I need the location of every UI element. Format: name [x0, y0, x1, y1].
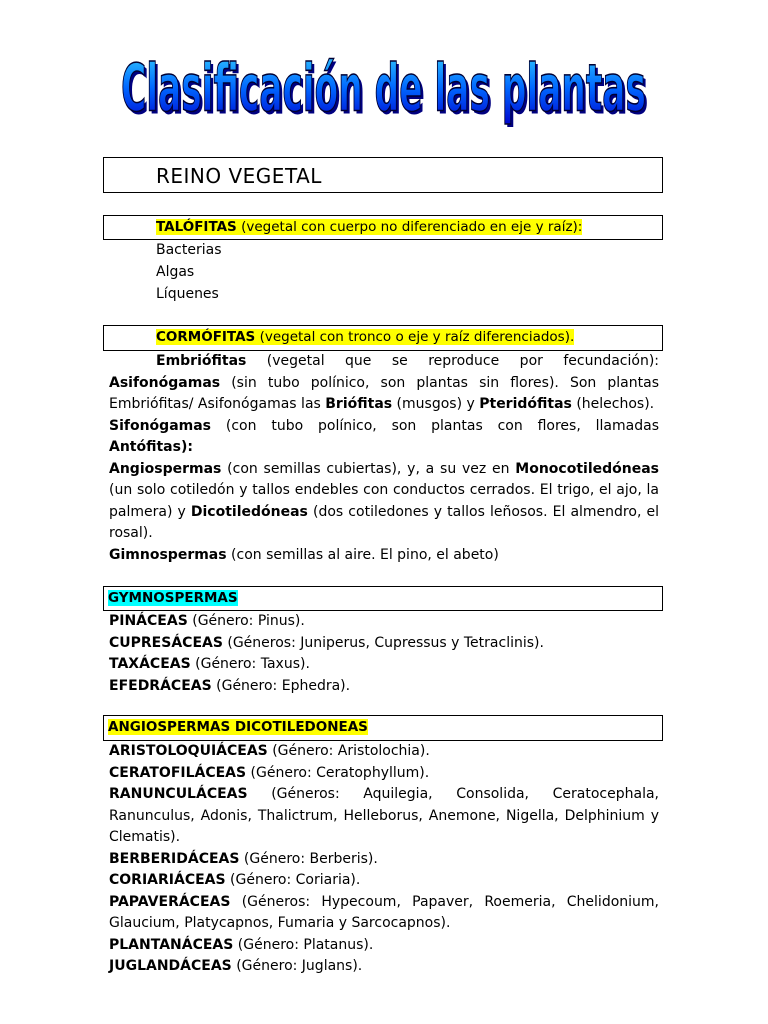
- family-name: ARISTOLOQUIÁCEAS: [109, 743, 268, 759]
- text-span: (helechos).: [571, 396, 655, 412]
- text-span: (con semillas cubiertas), y, a su vez en: [221, 460, 516, 477]
- family-desc: (Género: Ephedra).: [211, 677, 351, 694]
- term-sifonogamas: Sifonógamas: [109, 417, 212, 434]
- talofitas-heading: [156, 219, 582, 235]
- text-span: (sin tubo polínico, son plantas sin flores). Son plantas Embriófitas/ Asifonógamas las: [109, 374, 659, 412]
- text-span: (con semillas al aire. El pino, el abeto): [226, 546, 499, 563]
- family-desc: (Género: Taxus).: [190, 656, 310, 672]
- family-name: PAPAVERÁCEAS: [109, 893, 231, 910]
- family-desc: (Géneros: Aquilegia, Consolida, Ceratocephala, Ranunculus, Adonis, Thalictrum, Helleborus, Anemone, Nigella, Delphinium y Clematis).: [109, 786, 659, 845]
- list-item: [109, 956, 659, 978]
- list-item: Líquenes: [156, 286, 219, 302]
- angiospermas-box: [103, 715, 663, 741]
- cormofitas-heading: [156, 329, 574, 345]
- cormofitas-body: [109, 351, 659, 566]
- term-pteridofitas: Pteridófitas: [479, 396, 572, 412]
- angiospermas-list: [109, 741, 659, 978]
- cormofitas-name: CORMÓFITAS: [156, 329, 256, 345]
- list-item: Algas: [156, 264, 195, 280]
- gymnospermas-heading-text: GYMNOSPERMAS: [108, 590, 238, 606]
- text-span: (con tubo polínico, son plantas con flores, llamadas: [211, 417, 659, 434]
- term-embriofitas: Embriófitas: [156, 353, 247, 369]
- family-desc: (Género: Juglans).: [231, 958, 363, 974]
- reino-heading: REINO VEGETAL: [156, 164, 322, 188]
- reino-box: [103, 157, 663, 193]
- family-desc: (Género: Platanus).: [233, 936, 374, 953]
- cormofitas-desc: (vegetal con tronco o eje y raíz diferenciados).: [255, 329, 575, 345]
- page-title-text: Clasificación de las plantas: [121, 50, 646, 127]
- paragraph-angiospermas: [109, 459, 659, 545]
- text-span: (dos cotiledones y tallos leñosos. El almendro, el rosal).: [109, 503, 659, 541]
- list-item: [109, 935, 659, 957]
- term-gimnospermas: Gimnospermas: [109, 546, 227, 563]
- term-monocotiledoneas: Monocotiledóneas: [515, 460, 659, 477]
- cormofitas-box: [103, 325, 663, 351]
- list-item: [109, 611, 659, 633]
- angiospermas-heading: [108, 719, 368, 735]
- text-span: (un solo cotiledón y tallos endebles con conductos cerrados. El trigo, el ajo, la palmera) y: [109, 482, 659, 520]
- term-antofitas: Antófitas: [109, 439, 181, 455]
- list-item: [109, 763, 659, 785]
- family-desc: (Género: Pinus).: [187, 613, 305, 629]
- term-dicotiledoneas: Dicotiledóneas: [190, 503, 308, 520]
- gymnospermas-heading: [108, 590, 238, 606]
- text-span: (vegetal que se reproduce por fecundación):: [246, 353, 659, 369]
- family-name: RANUNCULÁCEAS: [109, 786, 248, 802]
- family-name: PLANTANÁCEAS: [109, 936, 234, 953]
- talofitas-box: [103, 215, 663, 240]
- talofitas-desc: (vegetal con cuerpo no diferenciado en eje y raíz):: [236, 219, 583, 235]
- list-item: Bacterias: [156, 242, 222, 258]
- list-item: [109, 892, 659, 935]
- family-name: CERATOFILÁCEAS: [109, 764, 247, 781]
- talofitas-list: [156, 239, 222, 305]
- paragraph-gimnospermas: [109, 545, 659, 567]
- list-item: [109, 741, 659, 763]
- family-name: BERBERIDÁCEAS: [109, 850, 240, 867]
- family-desc: (Géneros: Juniperus, Cupressus y Tetraclinis).: [222, 634, 544, 651]
- term-angiospermas: Angiospermas: [109, 460, 222, 477]
- family-name: PINÁCEAS: [109, 613, 188, 629]
- list-item: [109, 870, 659, 892]
- family-desc: (Género: Ceratophyllum).: [246, 764, 430, 781]
- family-desc: (Género: Aristolochia).: [267, 743, 430, 759]
- list-item: [109, 654, 659, 676]
- list-item: [109, 633, 659, 655]
- family-name: CUPRESÁCEAS: [109, 634, 223, 651]
- paragraph-sifonogamas: [109, 416, 659, 459]
- term-asifonogamas: Asifonógamas: [109, 374, 221, 391]
- family-desc: (Género: Coriaria).: [225, 872, 361, 888]
- family-name: JUGLANDÁCEAS: [109, 958, 232, 974]
- term-briofitas: Briófitas: [325, 396, 393, 412]
- family-desc: (Géneros: Hypecoum, Papaver, Roemeria, Chelidonium, Glaucium, Platycapnos, Fumaria y Sarcocapnos).: [109, 893, 659, 931]
- page-title-shadow: Clasificación de las plantas: [123, 53, 649, 130]
- list-item: [109, 676, 659, 698]
- gymnospermas-box: [103, 586, 663, 611]
- angiospermas-heading-text: ANGIOSPERMAS DICOTILEDONEAS: [108, 719, 368, 735]
- family-name: TAXÁCEAS: [109, 656, 191, 672]
- list-item: [109, 849, 659, 871]
- gymnospermas-list: [109, 611, 659, 697]
- text-span: (musgos) y: [392, 396, 480, 412]
- page-title: [0, 30, 768, 130]
- family-name: EFEDRÁCEAS: [109, 677, 212, 694]
- talofitas-name: TALÓFITAS: [156, 219, 237, 235]
- family-desc: (Género: Berberis).: [239, 850, 378, 867]
- paragraph-embriofitas: [109, 351, 659, 416]
- list-item: [109, 784, 659, 849]
- family-name: CORIARIÁCEAS: [109, 872, 226, 888]
- text-span: ):: [180, 439, 193, 455]
